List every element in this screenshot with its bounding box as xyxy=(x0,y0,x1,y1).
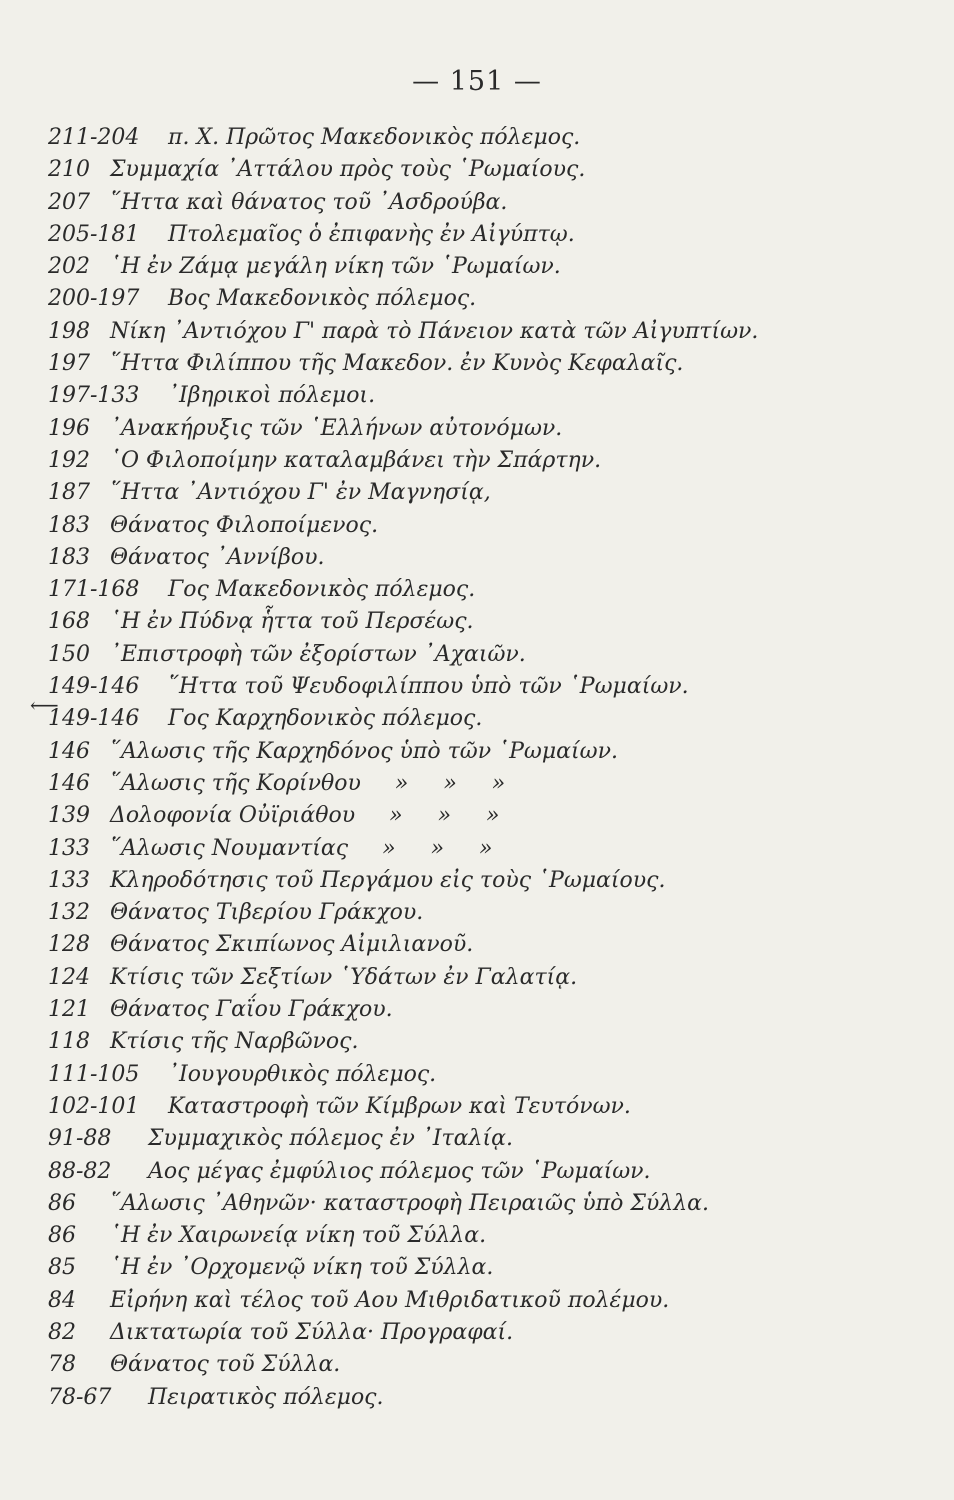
chronology-entry xyxy=(48,413,928,445)
entry-text: Νίκη ᾿Αντιόχου Γ' παρὰ τὸ Πάνειον κατὰ τῶν Αἰγυπτίων. xyxy=(110,318,759,344)
entry-text: ᾿Ανακήρυξις τῶν ῾Ελλήνων αὐτονόμων. xyxy=(110,415,563,441)
entry-year: 91-88 xyxy=(48,1126,112,1152)
chronology-entry xyxy=(48,703,928,735)
entry-text: Θάνατος Σκιπίωνος Αἰμιλιανοῦ. xyxy=(110,932,474,958)
entry-year: 86 xyxy=(48,1190,76,1216)
entry-year: 146 xyxy=(48,770,90,796)
entry-year: 139 xyxy=(48,803,90,829)
page-number: — 151 — xyxy=(412,66,542,97)
entry-year: 210 xyxy=(48,157,90,183)
entry-text: Συμμαχία ᾿Αττάλου πρὸς τοὺς ῾Ρωμαίους. xyxy=(110,157,586,183)
entry-text: Συμμαχικὸς πόλεμος ἐν ᾿Ιταλίᾳ. xyxy=(148,1126,513,1152)
entry-text: ᾿Ιβηρικοὶ πόλεμοι. xyxy=(168,383,376,409)
entry-text: ῞Αλωσις Νουμαντίας xyxy=(110,835,349,861)
entry-year: 85 xyxy=(48,1255,76,1281)
entry-text: Γος Καρχηδονικὸς πόλεμος. xyxy=(168,706,483,732)
entry-text: Γος Μακεδονικὸς πόλεμος. xyxy=(168,577,476,603)
chronology-entry xyxy=(48,510,928,542)
entry-year: 207 xyxy=(48,189,90,215)
ditto-marks: » » » xyxy=(382,835,507,861)
chronology-entry xyxy=(48,574,928,606)
margin-arrow-mark: ⟵ xyxy=(30,693,59,717)
chronology-entry xyxy=(48,187,928,219)
entry-text: Βος Μακεδονικὸς πόλεμος. xyxy=(168,286,477,312)
entry-text: ῞Ηττα ᾿Αντιόχου Γ' ἐν Μαγνησίᾳ, xyxy=(110,480,491,506)
entry-year: 183 xyxy=(48,544,90,570)
entry-year: 187 xyxy=(48,480,90,506)
entry-year: 200-197 xyxy=(48,286,140,312)
entry-text: ῾Η ἐν Πύδνᾳ ἧττα τοῦ Περσέως. xyxy=(110,609,474,635)
chronology-entry xyxy=(48,1156,928,1188)
chronology-entry xyxy=(48,833,928,865)
chronology-entry xyxy=(48,768,928,800)
entry-text: Πτολεμαῖος ὁ ἐπιφανὴς ἐν Αἰγύπτῳ. xyxy=(168,221,575,247)
entry-year: 196 xyxy=(48,415,90,441)
entry-text: Θάνατος Φιλοποίμενος. xyxy=(110,512,379,538)
chronology-entry xyxy=(48,1317,928,1349)
entry-year: 192 xyxy=(48,447,90,473)
entry-year: 197-133 xyxy=(48,383,140,409)
entry-year: 78-67 xyxy=(48,1384,112,1410)
chronology-entry xyxy=(48,639,928,671)
chronology-entry xyxy=(48,865,928,897)
chronology-entry xyxy=(48,445,928,477)
entry-text: ῞Αλωσις ᾿Αθηνῶν· καταστροφὴ Πειραιῶς ὑπὸ Σύλλα. xyxy=(110,1190,709,1216)
chronology-entry xyxy=(48,800,928,832)
entry-year: 168 xyxy=(48,609,90,635)
entry-year: 149-146 xyxy=(48,706,140,732)
chronology-entry xyxy=(48,122,928,154)
entry-text: Εἰρήνη καὶ τέλος τοῦ Αου Μιθριδατικοῦ πολέμου. xyxy=(110,1287,670,1313)
chronology-entry xyxy=(48,477,928,509)
chronology-entry xyxy=(48,606,928,638)
entry-year: 118 xyxy=(48,1029,90,1055)
chronology-entry xyxy=(48,736,928,768)
entry-text: ῞Αλωσις τῆς Κορίνθου xyxy=(110,770,361,796)
entry-year: 183 xyxy=(48,512,90,538)
chronology-entry xyxy=(48,283,928,315)
entry-year: 171-168 xyxy=(48,577,140,603)
entry-year: 84 xyxy=(48,1287,76,1313)
entry-year: 149-146 xyxy=(48,674,140,700)
entry-year: 146 xyxy=(48,738,90,764)
entry-year: 133 xyxy=(48,835,90,861)
ditto-marks: » » » xyxy=(394,770,520,796)
chronology-entry xyxy=(48,897,928,929)
entry-text: Αος μέγας ἐμφύλιος πόλεμος τῶν ῾Ρωμαίων. xyxy=(148,1158,651,1184)
chronology-entry xyxy=(48,1091,928,1123)
entry-text: Θάνατος Τιβερίου Γράκχου. xyxy=(110,900,424,926)
chronology-entry xyxy=(48,1220,928,1252)
chronology-list xyxy=(48,122,928,1414)
chronology-entry xyxy=(48,1349,928,1381)
chronology-entry xyxy=(48,1188,928,1220)
entry-text: Δικτατωρία τοῦ Σύλλα· Προγραφαί. xyxy=(110,1319,514,1345)
entry-year: 82 xyxy=(48,1319,76,1345)
chronology-entry xyxy=(48,1123,928,1155)
entry-year: 133 xyxy=(48,867,90,893)
entry-text: ῞Ηττα καὶ θάνατος τοῦ ᾿Ασδρούβα. xyxy=(110,189,508,215)
entry-text: ῾Η ἐν ᾿Ορχομενῷ νίκη τοῦ Σύλλα. xyxy=(110,1255,494,1281)
entry-year: 205-181 xyxy=(48,221,140,247)
entry-text: ῾Ο Φιλοποίμην καταλαμβάνει τὴν Σπάρτην. xyxy=(110,447,602,473)
entry-text: Θάνατος Γαΐου Γράκχου. xyxy=(110,997,393,1023)
chronology-entry xyxy=(48,1285,928,1317)
chronology-entry xyxy=(48,1026,928,1058)
entry-text: Κληροδότησις τοῦ Περγάμου εἰς τοὺς ῾Ρωμαίους. xyxy=(110,867,666,893)
chronology-entry xyxy=(48,994,928,1026)
chronology-entry xyxy=(48,219,928,251)
entry-year: 128 xyxy=(48,932,90,958)
entry-year: 111-105 xyxy=(48,1061,140,1087)
entry-year: 202 xyxy=(48,254,90,280)
entry-text: ῾Η ἐν Χαιρωνείᾳ νίκη τοῦ Σύλλα. xyxy=(110,1223,487,1249)
entry-year: 86 xyxy=(48,1223,76,1249)
entry-year: 150 xyxy=(48,641,90,667)
chronology-entry xyxy=(48,154,928,186)
chronology-entry xyxy=(48,1059,928,1091)
ditto-marks: » » » xyxy=(389,803,514,829)
entry-year: 132 xyxy=(48,900,90,926)
entry-year: 197 xyxy=(48,351,90,377)
chronology-entry xyxy=(48,542,928,574)
entry-year: 211-204 xyxy=(48,125,140,150)
entry-text: Θάνατος τοῦ Σύλλα. xyxy=(110,1352,341,1378)
chronology-entry xyxy=(48,348,928,380)
entry-year: 78 xyxy=(48,1352,76,1378)
chronology-entry xyxy=(48,929,928,961)
entry-text: ῞Ηττα Φιλίππου τῆς Μακεδον. ἐν Κυνὸς Κεφαλαῖς. xyxy=(110,351,684,377)
entry-text: Θάνατος ᾿Αννίβου. xyxy=(110,544,325,570)
chronology-entry xyxy=(48,251,928,283)
chronology-entry xyxy=(48,1252,928,1284)
entry-year: 102-101 xyxy=(48,1093,140,1119)
entry-text: Κτίσις τῆς Ναρβῶνος. xyxy=(110,1029,359,1055)
entry-text: Δολοφονία Οὐϊριάθου xyxy=(110,803,356,829)
chronology-entry xyxy=(48,380,928,412)
entry-text: Κτίσις τῶν Σεξτίων ῾Υδάτων ἐν Γαλατίᾳ. xyxy=(110,964,578,990)
chronology-entry xyxy=(48,316,928,348)
entry-year: 121 xyxy=(48,997,90,1023)
entry-text: ῞Ηττα τοῦ Ψευδοφιλίππου ὑπὸ τῶν ῾Ρωμαίων. xyxy=(168,674,689,700)
entry-year: 88-82 xyxy=(48,1158,112,1184)
entry-year: 124 xyxy=(48,964,90,990)
entry-text: π. Χ. Πρῶτος Μακεδονικὸς πόλεμος. xyxy=(168,125,581,150)
entry-text: ᾿Επιστροφὴ τῶν ἐξορίστων ᾿Αχαιῶν. xyxy=(110,641,526,667)
entry-text: ῾Η ἐν Ζάμᾳ μεγάλη νίκη τῶν ῾Ρωμαίων. xyxy=(110,254,561,280)
chronology-entry xyxy=(48,1382,928,1414)
entry-text: ᾿Ιουγουρθικὸς πόλεμος. xyxy=(168,1061,437,1087)
chronology-entry xyxy=(48,671,928,703)
entry-text: Καταστροφὴ τῶν Κίμβρων καὶ Τευτόνων. xyxy=(168,1093,631,1119)
chronology-entry xyxy=(48,962,928,994)
entry-text: Πειρατικὸς πόλεμος. xyxy=(148,1384,384,1410)
entry-year: 198 xyxy=(48,318,90,344)
entry-text: ῞Αλωσις τῆς Καρχηδόνος ὑπὸ τῶν ῾Ρωμαίων. xyxy=(110,738,618,764)
